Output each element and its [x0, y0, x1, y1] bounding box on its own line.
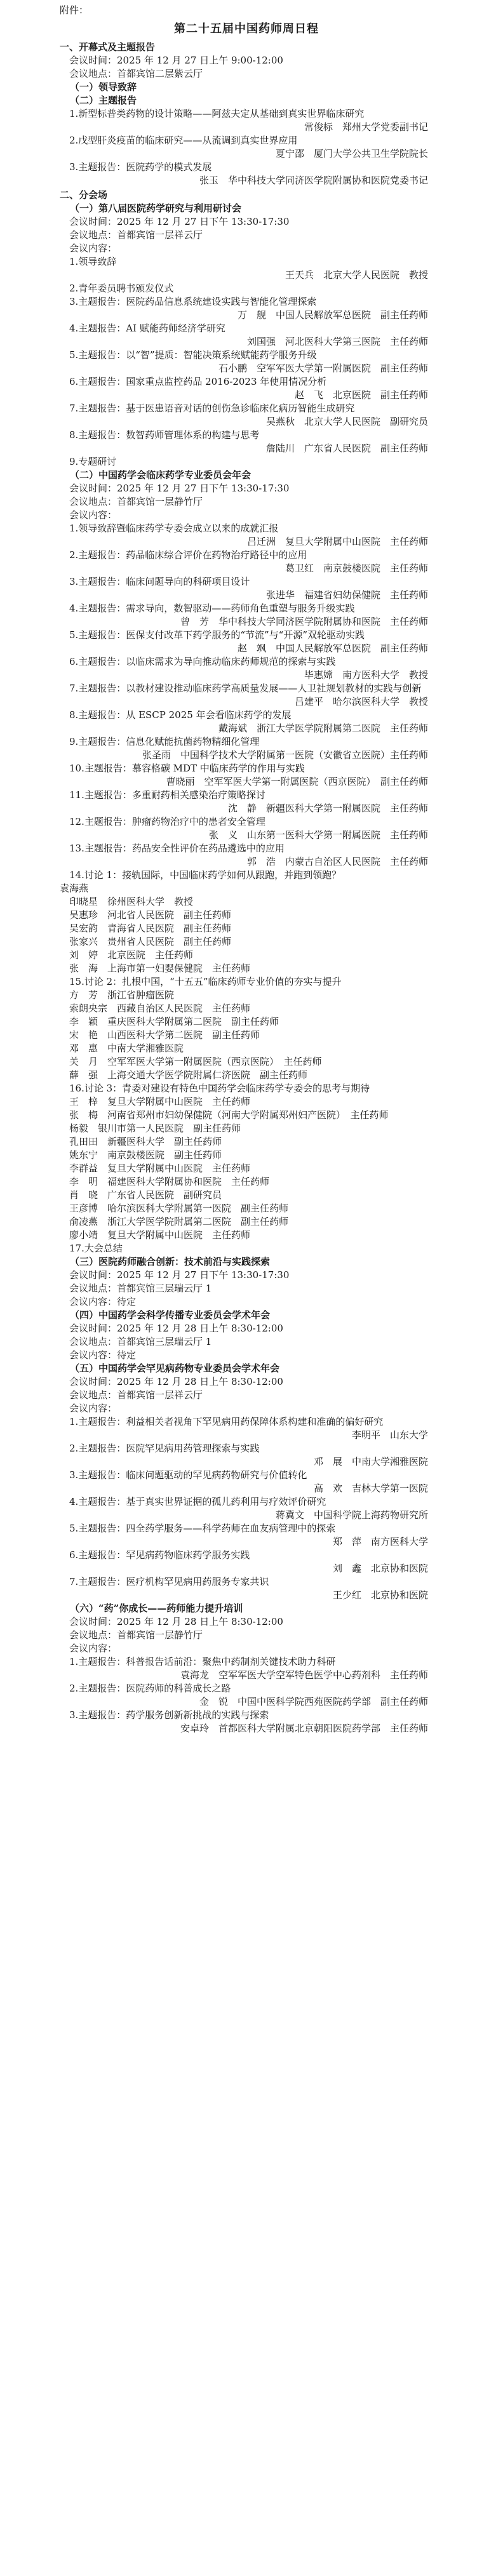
text-line: 会议时间：2025 年 12 月 28 日上午 8:30-12:00 — [69, 1376, 283, 1387]
text-line: 13.主题报告：药品安全性评价在药品遴选中的应用 — [69, 843, 285, 854]
text-line: 张 梅 河南省郑州市妇幼保健院（河南大学附属郑州妇产医院） 主任药师 — [69, 1109, 389, 1121]
text-line: 1.领导致辞暨临床药学专委会成立以来的成就汇报 — [69, 523, 279, 534]
text-line: 会议内容： — [69, 243, 117, 254]
speaker-line: 吕建平 哈尔滨医科大学 教授 — [294, 696, 428, 707]
speaker-line: 袁海龙 空军军医大学空军特色医学中心药剂科 主任药师 — [180, 1669, 428, 1681]
speaker-line: 夏宁邵 厦门大学公共卫生学院院长 — [275, 148, 428, 159]
speaker-line: 李明平 山东大学 — [351, 1429, 428, 1441]
text-line: 肖 晓 广东省人民医院 副研究员 — [69, 1189, 222, 1201]
text-line: 邓 惠 中南大学湘雅医院 — [69, 1043, 184, 1054]
text-line: 6.主题报告：以临床需求为导向推动临床药师规范的探索与实践 — [69, 656, 336, 667]
text-line: 会议内容：待定 — [69, 1349, 137, 1361]
subsection-heading: （二）中国药学会临床药学专业委员会年会 — [70, 469, 251, 481]
text-line: 7.主题报告：基于医患语音对话的创伤急诊临床化病历智能生成研究 — [69, 403, 355, 414]
text-line: 会议时间：2025 年 12 月 27 日下午 13:30-17:30 — [69, 216, 290, 227]
text-line: 孔田田 新疆医科大学 副主任药师 — [69, 1136, 222, 1147]
text-line: 会议地点：首都宾馆一层祥云厅 — [69, 1389, 203, 1401]
text-line: 11.主题报告：多重耐药相关感染治疗策略探讨 — [69, 789, 265, 801]
text-line: 吴惠珍 河北省人民医院 副主任药师 — [69, 909, 232, 921]
text-line: 张 海 上海市第一妇婴保健院 主任药师 — [69, 963, 251, 974]
text-line: 袁海燕 — [60, 883, 89, 894]
speaker-line: 高 欢 吉林大学第一医院 — [313, 1483, 428, 1494]
speaker-line: 詹陆川 广东省人民医院 副主任药师 — [265, 443, 428, 454]
text-line: 3.主题报告：医院药品信息系统建设实践与智能化管理探索 — [69, 296, 317, 307]
text-line: 索朗央宗 西藏自治区人民医院 主任药师 — [69, 1003, 251, 1014]
text-line: 印晓星 徐州医科大学 教授 — [69, 896, 194, 907]
speaker-line: 戴海斌 浙江大学医学院附属第二医院 主任药师 — [218, 723, 428, 734]
text-line: 1.主题报告：科普报告话前沿：聚焦中药制剂关键技术助力科研 — [69, 1656, 336, 1667]
text-line: 6.主题报告：罕见病药物临床药学服务实践 — [69, 1549, 250, 1561]
speaker-line: 郭 浩 内蒙古自治区人民医院 主任药师 — [246, 856, 428, 867]
text-line: 1.领导致辞 — [69, 256, 117, 267]
speaker-line: 王天兵 北京大学人民医院 教授 — [285, 269, 428, 281]
speaker-line: 吴燕秋 北京大学人民医院 副研究员 — [265, 416, 428, 427]
document-title: 第二十五届中国药师周日程 — [174, 22, 319, 36]
text-line: 会议地点：首都宾馆一层祥云厅 — [69, 229, 203, 241]
text-line: 5.主题报告：医保支付改革下药学服务的“节流”与“开源”双轮驱动实践 — [69, 629, 365, 641]
text-line: 2.戊型肝炎疫苗的临床研究——从流调到真实世界应用 — [69, 135, 298, 146]
text-line: 3.主题报告：临床问题驱动的罕见病药物研究与价值转化 — [69, 1469, 307, 1481]
schedule-body — [60, 41, 433, 1735]
subsection-heading: （一）第八届医院药学研究与利用研讨会 — [70, 203, 242, 214]
speaker-line: 金 锐 中国中医科学院西苑医院药学部 副主任药师 — [199, 1696, 428, 1707]
text-line: 杨毅 银川市第一人民医院 副主任药师 — [69, 1123, 241, 1134]
text-line: 会议内容： — [69, 509, 117, 521]
text-line: 5.主题报告：四全药学服务——科学药师在血友病管理中的探索 — [69, 1523, 336, 1534]
text-line: 李 颖 重庆医科大学附属第二医院 副主任药师 — [69, 1016, 279, 1027]
text-line: 9.专题研讨 — [69, 456, 117, 467]
text-line: 会议地点：首都宾馆一层静竹厅 — [69, 496, 203, 507]
text-line: 会议时间：2025 年 12 月 27 日下午 13:30-17:30 — [69, 1269, 290, 1281]
text-line: 2.主题报告：医院药师的科普成长之路 — [69, 1683, 231, 1694]
text-line: 王 梓 复旦大学附属中山医院 主任药师 — [69, 1096, 251, 1107]
text-line: 3.主题报告：医院药学的模式发展 — [69, 161, 212, 173]
speaker-line: 张 义 山东第一医科大学第一附属医院 主任药师 — [208, 829, 428, 841]
speaker-line: 赵 飞 北京医院 副主任药师 — [294, 389, 428, 401]
text-line: 2.主题报告：医院罕见病用药管理探索与实践 — [69, 1443, 260, 1454]
text-line: 4.主题报告：AI 赋能药师经济学研究 — [69, 323, 225, 334]
annex-label: 附件： — [60, 4, 89, 16]
text-line: 姚东宁 南京鼓楼医院 副主任药师 — [69, 1149, 222, 1161]
speaker-line: 沈 静 新疆医科大学第一附属医院 主任药师 — [227, 803, 428, 814]
text-line: 5.主题报告：以“智”提质：智能决策系统赋能药学服务升级 — [69, 349, 317, 361]
subsection-heading: （一）领导致辞 — [70, 81, 137, 93]
text-line: 会议地点：首都宾馆三层瑞云厅 1 — [69, 1283, 212, 1294]
text-line: 1.新型标普类药物的设计策略——阿兹夫定从基础到真实世界临床研究 — [69, 108, 365, 119]
text-line: 16.讨论 3：青委对建设有特色中国药学会临床药学专委会的思考与期待 — [69, 1083, 370, 1094]
text-line: 薛 强 上海交通大学医学院附属仁济医院 副主任药师 — [69, 1069, 308, 1081]
speaker-line: 邓 展 中南大学湘雅医院 — [313, 1456, 428, 1467]
speaker-line: 石小鹏 空军军医大学第一附属医院 副主任药师 — [218, 363, 428, 374]
text-line: 2.青年委员聘书颁发仪式 — [69, 283, 174, 294]
text-line: 2.主题报告：药品临床综合评价在药物治疗路径中的应用 — [69, 549, 307, 561]
speaker-line: 蒋冀文 中国科学院上海药物研究所 — [275, 1509, 428, 1521]
speaker-line: 张玉 华中科技大学同济医学院附属协和医院党委书记 — [199, 175, 428, 186]
speaker-line: 安卓玲 首都医科大学附属北京朝阳医院药学部 主任药师 — [180, 1723, 428, 1734]
text-line: 张家兴 贵州省人民医院 副主任药师 — [69, 936, 232, 947]
text-line: 会议时间：2025 年 12 月 27 日下午 13:30-17:30 — [69, 483, 290, 494]
speaker-line: 刘国强 河北医科大学第三医院 主任药师 — [246, 336, 428, 347]
subsection-heading: （六）“药”你成长——药师能力提升培训 — [70, 1603, 243, 1614]
subsection-heading: （二）主题报告 — [70, 95, 137, 106]
speaker-line: 曹晓丽 空军军医大学第一附属医院（西京医院） 副主任药师 — [166, 776, 428, 787]
text-line: 8.主题报告：数智药师管理体系的构建与思考 — [69, 429, 260, 441]
speaker-line: 毕惠嫦 南方医科大学 教授 — [304, 669, 428, 681]
text-line: 9.主题报告：信息化赋能抗菌药物精细化管理 — [69, 736, 260, 747]
speaker-line: 张进华 福建省妇幼保健院 主任药师 — [265, 589, 428, 601]
text-line: 方 芳 浙江省肿瘤医院 — [69, 989, 175, 1001]
text-line: 14.讨论 1：接轨国际，中国临床药学如何从跟跑，并跑到领跑？ — [69, 869, 342, 881]
speaker-line: 张圣雨 中国科学技术大学附属第一医院（安徽省立医院）主任药师 — [142, 749, 428, 761]
speaker-line: 葛卫红 南京鼓楼医院 主任药师 — [285, 563, 428, 574]
text-line: 17.大会总结 — [69, 1243, 123, 1254]
speaker-line: 刘 鑫 北京协和医院 — [332, 1563, 428, 1574]
text-line: 12.主题报告：肿瘤药物治疗中的患者安全管理 — [69, 816, 265, 827]
text-line: 李群益 复旦大学附属中山医院 主任药师 — [69, 1163, 251, 1174]
subsection-heading: （五）中国药学会罕见病药物专业委员会学术年会 — [70, 1363, 280, 1374]
text-line: 吴宏韵 青海省人民医院 副主任药师 — [69, 923, 232, 934]
speaker-line: 曾 芳 华中科技大学同济医学院附属协和医院 主任药师 — [180, 616, 428, 627]
text-line: 会议地点：首都宾馆三层瑞云厅 1 — [69, 1336, 212, 1347]
text-line: 会议地点：首都宾馆二层紫云厅 — [69, 68, 203, 79]
text-line: 会议内容：待定 — [69, 1296, 137, 1307]
text-line: 8.主题报告：从 ESCP 2025 年会看临床药学的发展 — [69, 709, 292, 721]
text-line: 会议时间：2025 年 12 月 28 日上午 8:30-12:00 — [69, 1323, 283, 1334]
text-line: 4.主题报告：需求导向，数智驱动——药师角色重塑与服务升级实践 — [69, 603, 355, 614]
text-line: 7.主题报告：以教材建设推动临床药学高质量发展——人卫社规划教材的实践与创新 — [69, 683, 422, 694]
speaker-line: 郑 萍 南方医科大学 — [332, 1536, 428, 1547]
text-line: 3.主题报告：药学服务创新新挑战的实践与探索 — [69, 1709, 269, 1721]
speaker-line: 常俊标 郑州大学党委副书记 — [304, 121, 428, 133]
section-heading: 二、分会场 — [60, 189, 108, 201]
text-line: 1.主题报告：利益相关者视角下罕见病用药保障体系构建和准确的偏好研究 — [69, 1416, 384, 1427]
speaker-line: 赵 飒 中国人民解放军总医院 副主任药师 — [237, 643, 428, 654]
text-line: 4.主题报告：基于真实世界证据的孤儿药利用与疗效评价研究 — [69, 1496, 326, 1507]
text-line: 王彦博 哈尔滨医科大学附属第一医院 副主任药师 — [69, 1203, 289, 1214]
speaker-line: 万 舰 中国人民解放军总医院 副主任药师 — [237, 309, 428, 321]
section-heading: 一、开幕式及主题报告 — [60, 41, 156, 53]
text-line: 10.主题报告：慕容格碳 MDT 中临床药学的作用与实践 — [69, 763, 305, 774]
text-line: 廖小靖 复旦大学附属中山医院 主任药师 — [69, 1229, 251, 1241]
text-line: 刘 婷 北京医院 主任药师 — [69, 949, 194, 961]
text-line: 会议内容： — [69, 1643, 117, 1654]
text-line: 7.主题报告：医疗机构罕见病用药服务专家共识 — [69, 1576, 269, 1587]
text-line: 会议地点：首都宾馆一层静竹厅 — [69, 1629, 203, 1641]
text-line: 会议时间：2025 年 12 月 27 日上午 9:00-12:00 — [69, 55, 283, 66]
subsection-heading: （三）医院药师融合创新：技术前沿与实践探索 — [70, 1256, 271, 1267]
text-line: 会议时间：2025 年 12 月 28 日上午 8:30-12:00 — [69, 1616, 283, 1627]
text-line: 俞凌燕 浙江大学医学院附属第二医院 副主任药师 — [69, 1216, 289, 1227]
speaker-line: 吕迁洲 复旦大学附属中山医院 主任药师 — [246, 536, 428, 547]
text-line: 会议内容： — [69, 1403, 117, 1414]
subsection-heading: （四）中国药学会科学传播专业委员会学术年会 — [70, 1309, 271, 1321]
text-line: 15.讨论 2：扎根中国，“十五五”临床药师专业价值的夯实与提升 — [69, 976, 342, 987]
text-line: 6.主题报告：国家重点监控药品 2016-2023 年使用情况分析 — [69, 376, 327, 387]
text-line: 李 明 福建医科大学附属协和医院 主任药师 — [69, 1176, 270, 1187]
text-line: 宋 艳 山西医科大学第二医院 副主任药师 — [69, 1029, 260, 1041]
speaker-line: 王少红 北京协和医院 — [332, 1589, 428, 1601]
text-line: 关 月 空军军医大学第一附属医院（西京医院） 主任药师 — [69, 1056, 322, 1067]
text-line: 3.主题报告：临床问题导向的科研项目设计 — [69, 576, 250, 587]
